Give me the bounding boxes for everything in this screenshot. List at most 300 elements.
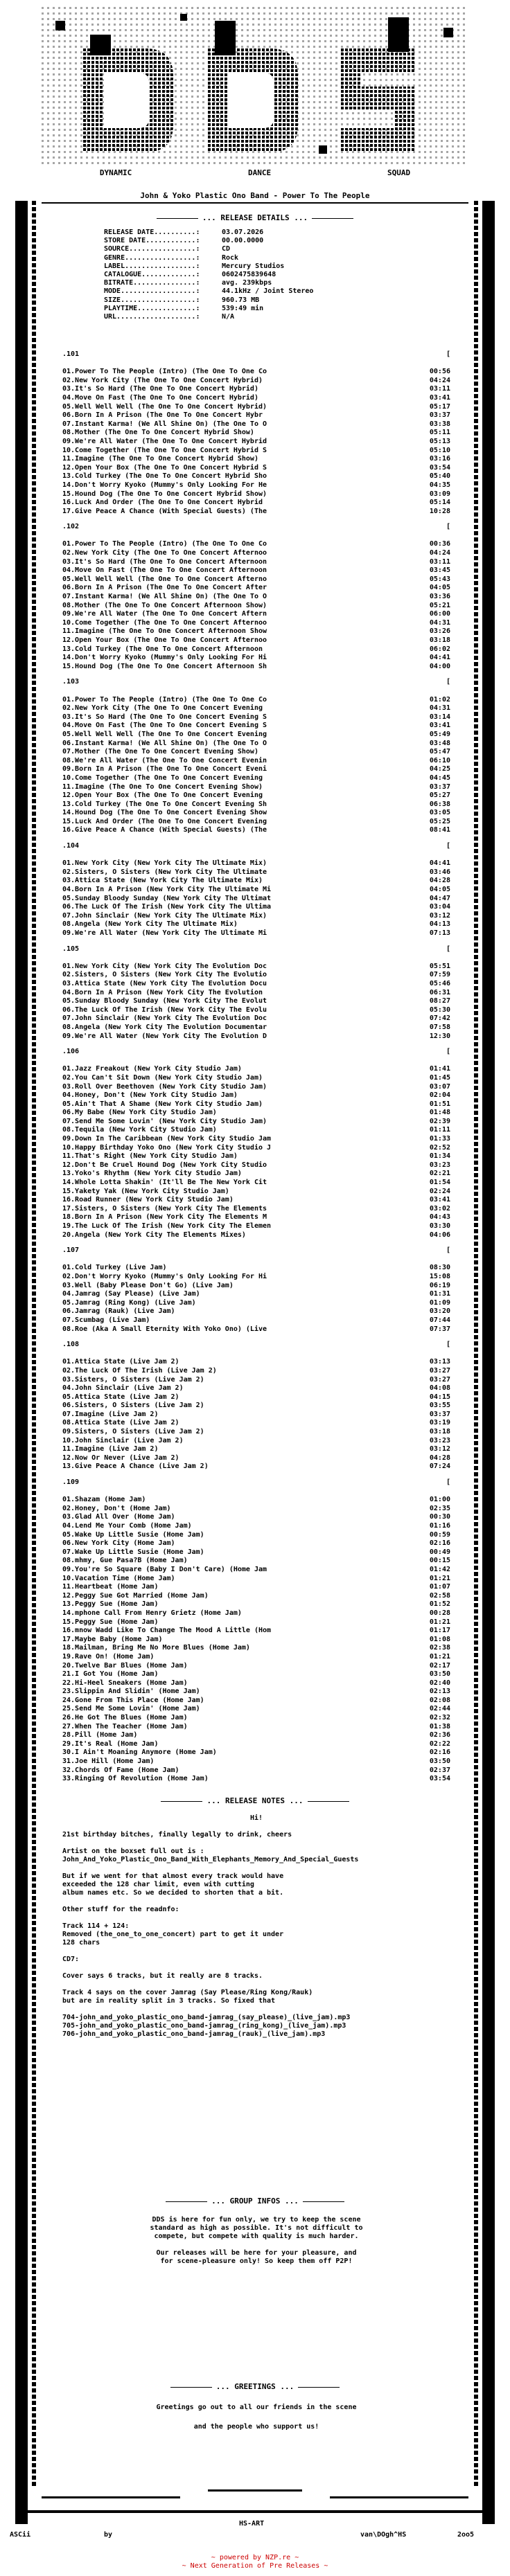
track-row (62, 895, 450, 904)
track-row (62, 713, 450, 722)
footer-year: 2oo5 (457, 2531, 475, 2539)
disc-block (62, 678, 450, 835)
track-row (62, 704, 450, 713)
detail-value: 539:49 min (222, 304, 264, 312)
detail-value: Mercury Studios (222, 262, 285, 270)
track-length: 05:40 (429, 472, 450, 481)
track-row (62, 1118, 450, 1127)
track-length: 01:09 (429, 1298, 450, 1307)
track-title: 03.Attica State (New York City The Ultimate Mix) (62, 877, 263, 885)
track-title: 14.Whole Lotta Shakin' (It'll Be The New York Cit (62, 1179, 267, 1187)
track-row (62, 1496, 450, 1505)
detail-key: SOURCE................: (104, 245, 200, 253)
track-row (62, 868, 450, 877)
track-row (62, 1583, 450, 1592)
detail-key: MODE..................: (104, 287, 200, 296)
disc-label: .101 [ (62, 350, 450, 358)
track-length: 00:15 (429, 1557, 450, 1565)
track-length: 06:38 (429, 800, 450, 808)
track-length: 03:23 (429, 1161, 450, 1169)
track-title: 07.Imagine (Live Jam 2) (62, 1410, 159, 1418)
track-title: 03.Well (Baby Please Don't Go) (Live Jam) (62, 1281, 234, 1289)
track-title: 03.Attica State (New York City The Evolution Docu (62, 979, 267, 987)
track-length: 03:02 (429, 1204, 450, 1213)
track-title: 02.New York City (The One To One Concert Hybrid) (62, 376, 263, 384)
track-title: 08.We're All Water (The One To One Concert Evenin (62, 756, 267, 764)
track-length: 00:36 (429, 540, 450, 548)
track-title: 07.Scumbag (Live Jam) (62, 1316, 150, 1324)
track-length: 01:16 (429, 1522, 450, 1530)
detail-row (104, 287, 409, 296)
track-length: 03:38 (429, 420, 450, 428)
track-title: 04.Move On Fast (The One To One Concert Afternoon (62, 566, 267, 575)
track-row (62, 377, 450, 386)
track-row (62, 1074, 450, 1083)
track-row (62, 1566, 450, 1575)
track-title: 16.mnow Wadd Like To Change The Mood A Little (Hom (62, 1627, 272, 1635)
track-row (62, 1723, 450, 1732)
track-length: 03:09 (429, 490, 450, 498)
track-title: 06.My Babe (New York City Studio Jam) (62, 1109, 217, 1117)
track-title: 01.Jazz Freakout (New York City Studio Jam) (62, 1065, 242, 1073)
track-title: 08.Angela (New York City The Evolution Documentar (62, 1023, 267, 1031)
track-title: 10.John Sinclair (Live Jam 2) (62, 1436, 184, 1444)
track-title: 15.Hound Dog (The One To One Concert Hybrid Show) (62, 490, 267, 498)
track-length: 02:52 (429, 1143, 450, 1152)
disc-label: .109 [ (62, 1478, 450, 1487)
track-title: 11.Imagine (The One To One Concert Hybrid Show) (62, 455, 258, 463)
track-length: 01:41 (429, 1065, 450, 1073)
track-row (62, 1188, 450, 1197)
track-title: 08.Attica State (Live Jam 2) (62, 1419, 179, 1427)
track-row (62, 1290, 450, 1299)
track-row (62, 791, 450, 800)
track-row (62, 989, 450, 998)
track-row (62, 912, 450, 921)
track-title: 28.Pill (Home Jam) (62, 1731, 138, 1739)
track-title: 13.Give Peace A Chance (Live Jam 2) (62, 1463, 209, 1471)
track-row (62, 1411, 450, 1420)
track-title: 13.Yoko's Rhythm (New York City Studio Jam) (62, 1170, 242, 1178)
track-length: 06:10 (429, 756, 450, 764)
track-row (62, 1531, 450, 1540)
track-length: 02:35 (429, 1504, 450, 1512)
track-title: 02.New York City (The One To One Concert Afternoo (62, 549, 267, 557)
track-row (62, 1662, 450, 1671)
detail-row (104, 237, 409, 245)
track-row (62, 1731, 450, 1740)
track-row (62, 368, 450, 377)
detail-row (104, 262, 409, 271)
track-length: 05:27 (429, 791, 450, 800)
track-title: 05.Sunday Bloody Sunday (New York City The Evolut (62, 997, 267, 1005)
track-title: 02.The Luck Of The Irish (Live Jam 2) (62, 1366, 217, 1375)
track-title: 05.Jamrag (Ring Kong) (Live Jam) (62, 1298, 196, 1307)
track-row (62, 818, 450, 827)
powered-line-2: ~ Next Generation of Pre Releases ~ (182, 2562, 328, 2570)
track-title: 09.We're All Water (The One To One Concert Aftern (62, 610, 267, 618)
title-rule (42, 202, 468, 204)
greeting-line: Greetings go out to all our friends in the scene (156, 2404, 357, 2411)
note-paragraph: But if we went for that almost every track would have exceeded the 128 char limit, even with cutting album names etc. So we decided to shorten that a bit. (62, 1872, 284, 1897)
track-length: 03:11 (429, 385, 450, 393)
track-row (62, 490, 450, 499)
track-row (62, 549, 450, 558)
track-row (62, 1014, 450, 1023)
track-length: 04:31 (429, 704, 450, 713)
track-length: 15:08 (429, 1272, 450, 1280)
track-row (62, 1505, 450, 1514)
track-length: 04:28 (429, 877, 450, 885)
logo-sub-dynamic: DYNAMIC (99, 168, 132, 177)
detail-key: BITRATE...............: (104, 279, 200, 287)
track-length: 03:12 (429, 911, 450, 920)
detail-row (104, 245, 409, 253)
track-title: 08.Mother (The One To One Concert Hybrid Show) (62, 429, 254, 437)
track-row (62, 963, 450, 972)
track-row (62, 980, 450, 989)
track-title: 17.Maybe Baby (Home Jam) (62, 1635, 163, 1643)
disc-block (62, 350, 450, 516)
track-title: 10.Come Together (The One To One Concert Afternoo (62, 618, 267, 627)
track-title: 31.Joe Hill (Home Jam) (62, 1757, 155, 1766)
track-title: 06.The Luck Of The Irish (New York City The Evolu (62, 1005, 267, 1014)
track-row (62, 1126, 450, 1135)
track-row (62, 886, 450, 895)
track-row (62, 619, 450, 628)
note-paragraph: 704-john_and_yoko_plastic_ono_band-jamrag_(say_please)_(live_jam).mp3 705-john_and_yoko_plastic_ono_band-jamrag_(ring_kong)_(live_jam).mp3 706-john_and_yoko_plastic_ono_band-jamrag_(rauk)_(live_jam).mp3 (62, 2014, 351, 2038)
track-title: 01.Power To The People (Intro) (The One To One Co (62, 368, 267, 376)
track-title: 07.Send Me Some Lovin' (New York City Studio Jam) (62, 1117, 267, 1125)
powered-by (0, 2554, 510, 2570)
track-row (62, 1299, 450, 1308)
track-length: 03:04 (429, 903, 450, 911)
track-title: 12.Peggy Sue Got Married (Home Jam) (62, 1591, 209, 1600)
track-length: 04:43 (429, 1213, 450, 1222)
disc-label: .106 [ (62, 1048, 450, 1056)
detail-row (104, 313, 409, 321)
track-row (62, 1358, 450, 1367)
track-row (62, 929, 450, 938)
detail-row (104, 296, 409, 305)
track-row (62, 1670, 450, 1679)
track-length: 07:58 (429, 1023, 450, 1031)
track-length: 03:41 (429, 1196, 450, 1204)
track-row (62, 1618, 450, 1627)
track-length: 00:28 (429, 1609, 450, 1617)
track-length: 02:36 (429, 1731, 450, 1739)
track-row (62, 1679, 450, 1688)
track-title: 11.Heartbeat (Home Jam) (62, 1583, 159, 1591)
frame-left-bar (15, 201, 28, 2486)
detail-row (104, 271, 409, 279)
track-title: 09.We're All Water (New York City The Evolution D (62, 1032, 267, 1040)
track-length: 04:31 (429, 618, 450, 627)
group-infos-heading: ... GROUP INFOS ... (0, 2197, 510, 2206)
track-row (62, 411, 450, 420)
track-title: 01.New York City (New York City The Ultimate Mix) (62, 859, 267, 868)
track-title: 13.Cold Turkey (The One To One Concert Afternoon (62, 645, 263, 653)
track-row (62, 1419, 450, 1428)
track-title: 01.Shazam (Home Jam) (62, 1496, 146, 1504)
track-length: 00:56 (429, 368, 450, 376)
track-length: 05:13 (429, 437, 450, 445)
track-title: 27.When The Teacher (Home Jam) (62, 1722, 188, 1730)
track-row (62, 1402, 450, 1411)
disc-block (62, 945, 450, 1041)
track-row (62, 1766, 450, 1776)
track-length: 01:21 (429, 1574, 450, 1582)
disc-number: .106 (62, 1048, 80, 1056)
track-length: 03:46 (429, 868, 450, 876)
footer-art-label: HS-ART (239, 2520, 265, 2528)
track-length: 08:30 (429, 1264, 450, 1272)
track-row (62, 1083, 450, 1092)
disc-block (62, 842, 450, 938)
disc-number: .101 (62, 350, 80, 358)
track-row (62, 1100, 450, 1109)
track-title: 08.mhmy, Gue Pasa?B (Home Jam) (62, 1557, 188, 1565)
track-row (62, 731, 450, 740)
logo-subtitle (42, 168, 468, 177)
track-row (62, 1575, 450, 1584)
track-title: 02.Sisters, O Sisters (New York City The Ultimate (62, 868, 267, 876)
disc-number: .103 (62, 678, 80, 686)
track-title: 06.New York City (Home Jam) (62, 1539, 175, 1548)
track-title: 06.Born In A Prison (The One To One Concert After (62, 584, 267, 592)
track-length: 01:38 (429, 1722, 450, 1730)
track-length: 03:19 (429, 1419, 450, 1427)
note-paragraph: Cover says 6 tracks, but it really are 8 tracks. (62, 1972, 263, 1980)
track-row (62, 558, 450, 567)
track-row (62, 877, 450, 886)
track-title: 01.Power To The People (Intro) (The One To One Co (62, 540, 267, 548)
track-title: 17.Sisters, O Sisters (New York City The Elements (62, 1204, 267, 1213)
note-paragraph: Artist on the boxset full out is : John_And_Yoko_Plastic_Ono_Band_With_Elephants_Memory_And_Special_Guests (62, 1848, 359, 1863)
track-length: 03:23 (429, 1436, 450, 1444)
track-title: 33.Ringing Of Revolution (Home Jam) (62, 1775, 209, 1783)
track-title: 07.Instant Karma! (We All Shine On) (The One To O (62, 593, 267, 601)
track-title: 09.We're All Water (New York City The Ultimate Mi (62, 929, 267, 937)
track-row (62, 1152, 450, 1161)
track-length: 02:22 (429, 1739, 450, 1748)
track-length: 12:30 (429, 1032, 450, 1040)
track-length: 07:42 (429, 1014, 450, 1023)
release-details-heading: ... RELEASE DETAILS ... (0, 213, 510, 222)
track-row (62, 903, 450, 912)
track-title: 11.That's Right (New York City Studio Jam) (62, 1152, 238, 1161)
disc-label: .107 [ (62, 1246, 450, 1255)
track-row (62, 1282, 450, 1291)
track-title: 05.Well Well Well (The One To One Concert Hybrid) (62, 402, 267, 411)
track-length: 01:48 (429, 1109, 450, 1117)
track-length: 05:46 (429, 979, 450, 987)
track-title: 02.Honey, Don't (Home Jam) (62, 1504, 171, 1512)
track-length: 08:41 (429, 826, 450, 834)
track-length: 03:41 (429, 722, 450, 730)
track-row (62, 1161, 450, 1170)
track-row (62, 1522, 450, 1531)
track-length: 06:02 (429, 645, 450, 653)
track-title: 04.Jamrag (Say Please) (Live Jam) (62, 1290, 200, 1298)
footer-ascii-art (0, 2483, 510, 2538)
track-row (62, 636, 450, 645)
track-length: 04:13 (429, 920, 450, 929)
track-length: 04:06 (429, 1231, 450, 1239)
track-row (62, 757, 450, 766)
track-row (62, 566, 450, 575)
track-row (62, 1135, 450, 1144)
track-row (62, 540, 450, 549)
track-length: 03:18 (429, 636, 450, 644)
track-row (62, 696, 450, 705)
track-title: 05.Wake Up Little Susie (Home Jam) (62, 1530, 204, 1539)
track-row (62, 1144, 450, 1153)
track-title: 18.Mailman, Bring Me No More Blues (Home Jam) (62, 1644, 250, 1652)
track-title: 07.John Sinclair (New York City The Evolution Doc (62, 1014, 267, 1023)
track-title: 05.Ain't That A Shame (New York City Studio Jam) (62, 1100, 263, 1108)
track-length: 03:14 (429, 713, 450, 721)
track-length: 02:04 (429, 1091, 450, 1100)
track-length: 02:24 (429, 1187, 450, 1195)
track-length: 02:16 (429, 1748, 450, 1757)
track-length: 02:08 (429, 1696, 450, 1704)
track-title: 07.Instant Karma! (We All Shine On) (The One To O (62, 420, 267, 428)
track-row (62, 1065, 450, 1074)
track-length: 05:11 (429, 429, 450, 437)
detail-row (104, 254, 409, 262)
track-row (62, 1600, 450, 1609)
track-title: 09.You're So Square (Baby I Don't Care) (Home Jam (62, 1565, 267, 1573)
track-length: 04:28 (429, 1454, 450, 1462)
track-row (62, 1714, 450, 1723)
disc-number: .104 (62, 842, 80, 850)
track-length: 03:41 (429, 393, 450, 402)
track-row (62, 1748, 450, 1757)
disc-label: .108 [ (62, 1341, 450, 1349)
track-length: 03:37 (429, 1410, 450, 1418)
track-title: 04.Move On Fast (The One To One Concert Hybrid) (62, 393, 258, 402)
disc-number: .107 (62, 1246, 80, 1255)
note-paragraph: 21st birthday bitches, finally legally to drink, cheers (62, 1831, 292, 1839)
disc-block (62, 523, 450, 671)
track-row (62, 1222, 450, 1231)
track-title: 09.Born In A Prison (The One To One Concert Eveni (62, 765, 267, 773)
track-length: 03:18 (429, 1428, 450, 1436)
disc-number: .102 (62, 523, 80, 531)
track-row (62, 1316, 450, 1325)
track-row (62, 455, 450, 464)
track-row (62, 429, 450, 438)
track-length: 01:07 (429, 1583, 450, 1591)
track-title: 10.Vacation Time (Home Jam) (62, 1574, 175, 1582)
track-length: 03:05 (429, 809, 450, 817)
track-title: 16.Road Runner (New York City Studio Jam) (62, 1196, 234, 1204)
track-row (62, 438, 450, 447)
track-title: 05.Well Well Well (The One To One Concert Afterno (62, 575, 267, 583)
track-length: 07:13 (429, 929, 450, 937)
track-length: 04:15 (429, 1393, 450, 1401)
track-title: 11.Imagine (The One To One Concert Evening Show) (62, 782, 263, 791)
track-row (62, 1445, 450, 1454)
track-row (62, 783, 450, 792)
track-row (62, 1023, 450, 1032)
track-row (62, 1179, 450, 1188)
track-length: 01:51 (429, 1100, 450, 1108)
track-length: 03:16 (429, 455, 450, 463)
track-title: 05.Well Well Well (The One To One Concert Evening (62, 730, 267, 738)
disc-block (62, 1478, 450, 1784)
track-length: 01:21 (429, 1652, 450, 1661)
release-notes (62, 1814, 450, 2047)
greetings-heading: ... GREETINGS ... (0, 2382, 510, 2391)
frame-right-bar (482, 201, 495, 2486)
track-row (62, 1091, 450, 1100)
group-paragraph: DDS is here for fun only, we try to keep the scene standard as high as possible. It's not difficult to compete, but compete with quality is much harder. (150, 2216, 363, 2240)
frame-left-dots (32, 201, 36, 2486)
track-title: 25.Send Me Some Lovin' (Home Jam) (62, 1705, 200, 1713)
track-row (62, 920, 450, 929)
track-length: 05:30 (429, 1005, 450, 1014)
disc-label: .103 [ (62, 678, 450, 686)
track-title: 08.Tequila (New York City Studio Jam) (62, 1126, 217, 1134)
track-length: 04:00 (429, 662, 450, 670)
track-row (62, 602, 450, 611)
track-length: 02:44 (429, 1705, 450, 1713)
track-length: 03:36 (429, 593, 450, 601)
track-title: 06.The Luck Of The Irish (New York City The Ultima (62, 903, 272, 911)
detail-key: STORE DATE............: (104, 237, 200, 245)
disc-number: .108 (62, 1341, 80, 1349)
track-row (62, 1627, 450, 1636)
logo-sub-dance: DANCE (248, 168, 272, 177)
track-length: 03:30 (429, 1222, 450, 1230)
track-length: 01:52 (429, 1600, 450, 1609)
track-row (62, 1609, 450, 1618)
track-length: 03:20 (429, 1307, 450, 1316)
track-length: 02:17 (429, 1661, 450, 1670)
track-title: 09.We're All Water (The One To One Concert Hybrid (62, 437, 267, 445)
track-row (62, 1032, 450, 1041)
track-title: 06.Sisters, O Sisters (Live Jam 2) (62, 1402, 204, 1410)
track-row (62, 800, 450, 810)
track-title: 04.John Sinclair (Live Jam 2) (62, 1384, 184, 1393)
detail-value: 00.00.0000 (222, 237, 264, 245)
track-title: 04.Honey, Don't (New York City Studio Jam) (62, 1091, 238, 1100)
track-title: 01.Power To The People (Intro) (The One To One Co (62, 695, 267, 704)
detail-key: RELEASE DATE..........: (104, 229, 200, 236)
track-title: 10.Come Together (The One To One Concert Hybrid S (62, 446, 267, 454)
track-length: 05:49 (429, 730, 450, 738)
disc-label: .105 [ (62, 945, 450, 953)
track-title: 02.You Can't Sit Down (New York City Studio Jam) (62, 1073, 263, 1082)
track-title: 22.Hi-Heel Sneakers (Home Jam) (62, 1679, 188, 1687)
track-title: 09.Sisters, O Sisters (Live Jam 2) (62, 1428, 204, 1436)
track-row (62, 809, 450, 818)
logo-sub-squad: SQUAD (387, 168, 411, 177)
track-title: 20.Angela (New York City The Elements Mixes) (62, 1231, 246, 1239)
track-title: 13.Cold Turkey (The One To One Concert Hybrid Sho (62, 472, 267, 481)
detail-key: CATALOGUE.............: (104, 271, 200, 279)
track-row (62, 1557, 450, 1566)
track-length: 01:45 (429, 1073, 450, 1082)
track-row (62, 1454, 450, 1463)
track-row (62, 481, 450, 490)
track-row (62, 1697, 450, 1706)
track-title: 15.Luck And Order (The One To One Concert Evening (62, 817, 267, 825)
track-length: 03:27 (429, 1375, 450, 1384)
detail-key: LABEL.................: (104, 262, 200, 270)
